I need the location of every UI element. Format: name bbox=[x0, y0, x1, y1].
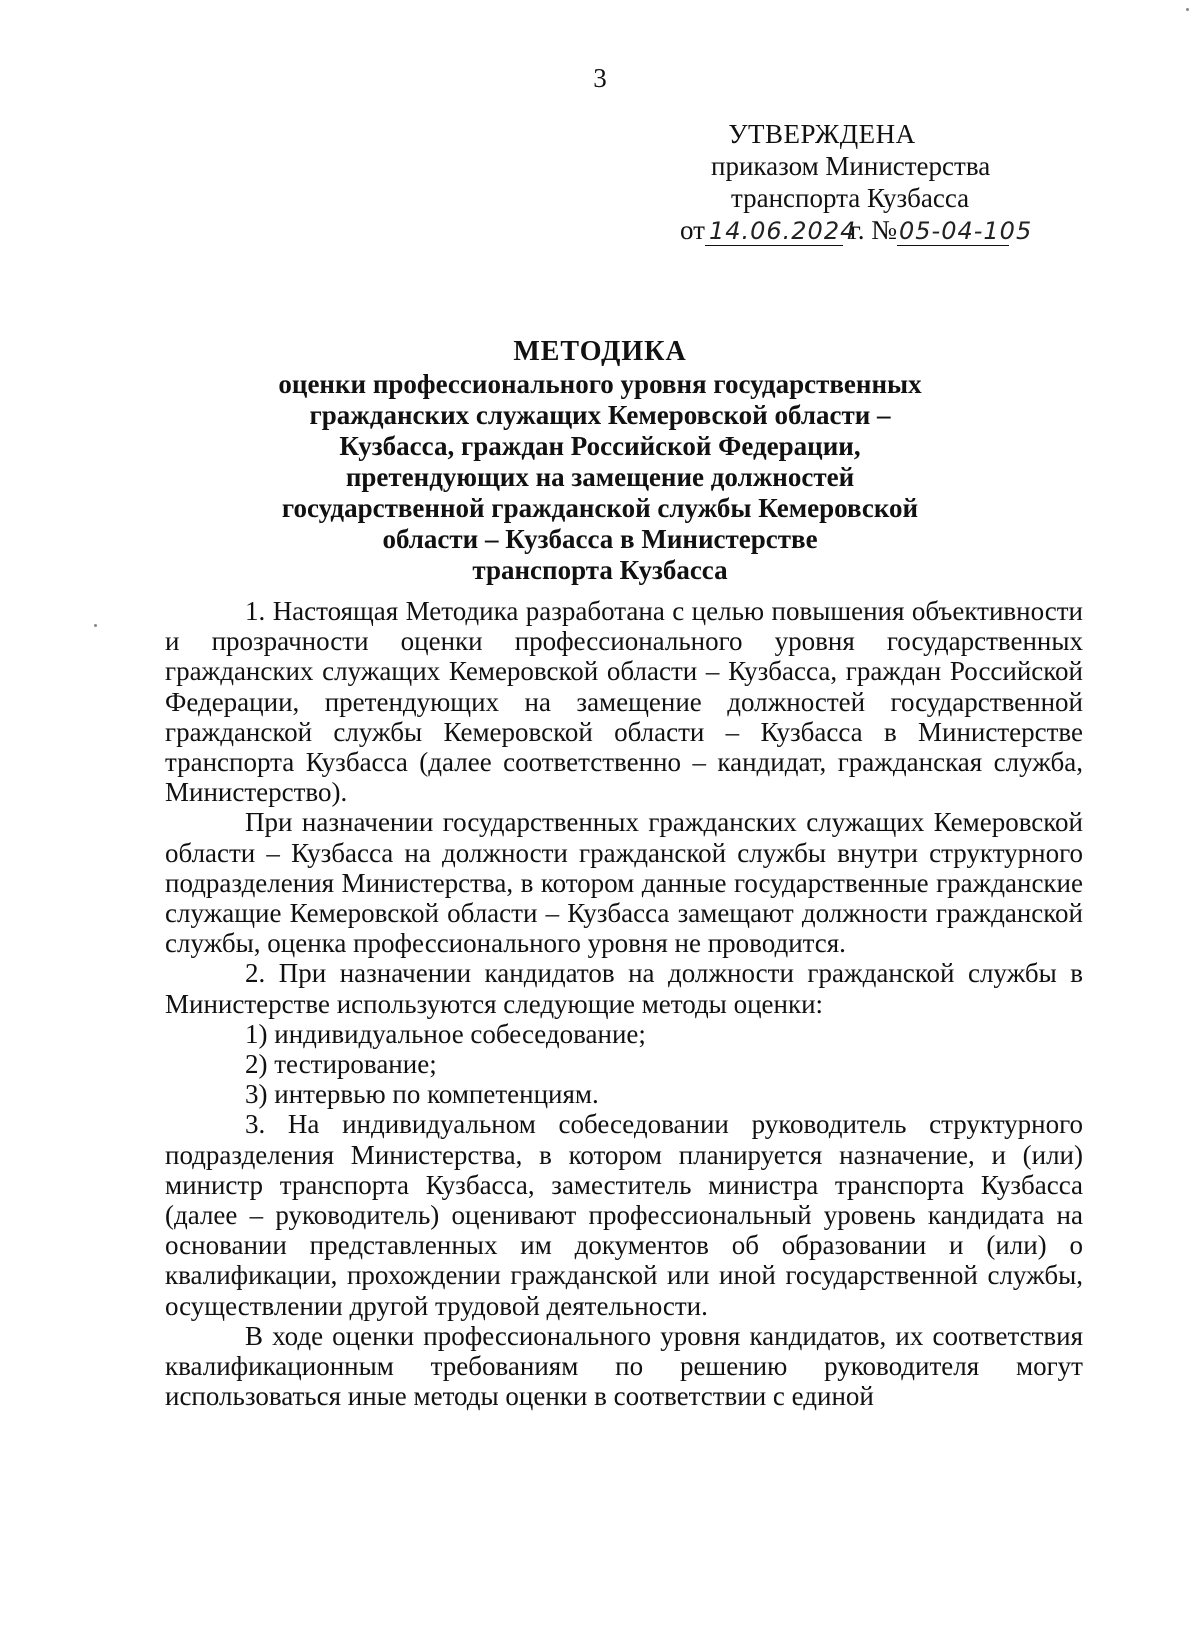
scan-speck bbox=[1186, 8, 1189, 11]
date-prefix: от bbox=[680, 215, 705, 245]
handwritten-order-number: 05-04-105 bbox=[899, 217, 1033, 245]
title-line: государственной гражданской службы Кемеровской bbox=[281, 493, 919, 523]
document-title bbox=[190, 336, 1010, 586]
paragraph-3-continued: В ходе оценки профессионального уровня кандидатов, их соответствия квалификационным требованиям по решению руководителя могут использоваться иные методы оценки в соответствии с единой bbox=[165, 1320, 1083, 1412]
paragraph-1: 1. Настоящая Методика разработана с целью повышения объективности и прозрачности оценки профессионального уровня государственных гражданских служащих Кемеровской области – Кузбасса, граждан Российской Федерации, претендующих на замещение должностей государственной гражданской службы Кемеровской области – Кузбасса в Министерстве транспорта Кузбасса (далее соответственно – кандидат, гражданская служба, Министерство). bbox=[165, 596, 1083, 808]
list-item: 1) индивидуальное собеседование; bbox=[245, 1018, 646, 1049]
paragraph-1-continued: При назначении государственных гражданских служащих Кемеровской области – Кузбасса на должности гражданской службы внутри структурного подразделения Министерства, в котором данные государственные гражданские служащие Кемеровской области – Кузбасса замещают должности гражданской службы, оценка профессионального уровня не проводится. bbox=[165, 807, 1083, 959]
title-main: МЕТОДИКА bbox=[513, 336, 687, 367]
number-prefix: г. № bbox=[842, 215, 897, 245]
approval-order-line: приказом Министерства bbox=[711, 151, 991, 181]
approval-ministry-line: транспорта Кузбасса bbox=[731, 183, 970, 213]
paragraph-2: 2. При назначении кандидатов на должности гражданской службы в Министерстве используются следующие методы оценки: bbox=[165, 958, 1083, 1019]
title-line: области – Кузбасса в Министерстве bbox=[382, 524, 818, 554]
list-item: 2) тестирование; bbox=[245, 1049, 437, 1080]
title-line: транспорта Кузбасса bbox=[472, 555, 728, 585]
document-body bbox=[165, 596, 1083, 1411]
paragraph-3: 3. На индивидуальном собеседовании руководитель структурного подразделения Министерства, в котором планируется назначение, и (или) министр транспорта Кузбасса, заместитель министра транспорта Кузбасса (далее – руководитель) оценивают профессиональный уровень кандидата на основании представленных им документов об образовании и (или) о квалификации, прохождении гражданской или иной государственной службы, осуществлении другой трудовой деятельности. bbox=[165, 1109, 1083, 1321]
title-line: оценки профессионального уровня государственных bbox=[278, 369, 922, 399]
scan-speck bbox=[94, 624, 97, 627]
title-line: претендующих на замещение должностей bbox=[345, 462, 855, 492]
title-line: Кузбасса, граждан Российской Федерации, bbox=[339, 431, 861, 461]
page-number: 3 bbox=[593, 63, 607, 93]
list-item: 3) интервью по компетенциям. bbox=[245, 1079, 599, 1110]
handwritten-date: 14.06.2024 bbox=[705, 217, 843, 246]
title-line: гражданских служащих Кемеровской области – bbox=[309, 400, 891, 430]
approval-stamp-block bbox=[680, 118, 1086, 246]
approval-date-line bbox=[680, 214, 1086, 246]
approval-title: УТВЕРЖДЕНА bbox=[728, 119, 916, 149]
